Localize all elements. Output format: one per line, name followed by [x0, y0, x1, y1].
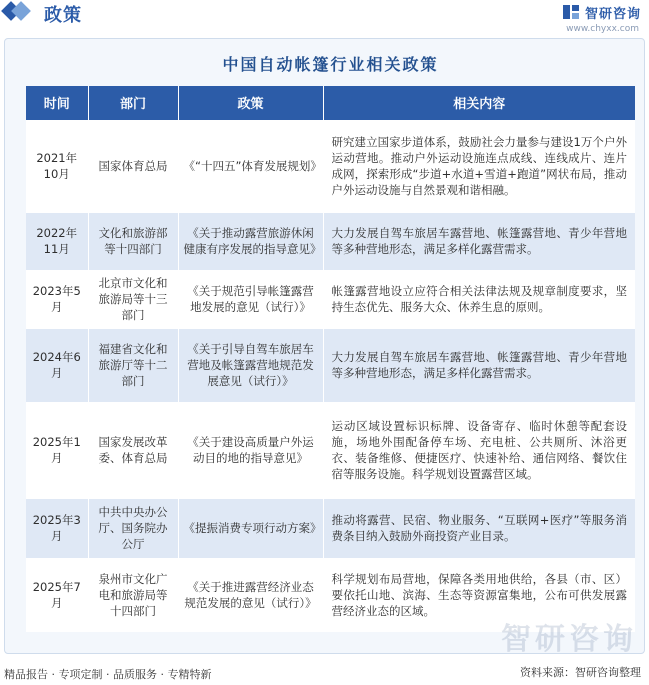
cell-content: 研究建立国家步道体系，鼓励社会力量参与建设1万个户外运动营地。推动户外运动设施连点成线、连线成片、连片成网，探索形成“步道+水道+雪道+跑道”网状布局，推动户外运动设施与自然景观和谐相融。: [323, 120, 635, 212]
table-row: [26, 270, 635, 328]
cell-dept: 北京市文化和旅游局等十三部门: [88, 270, 178, 328]
cell-content: 帐篷露营地设立应符合相关法律法规及规章制度要求，坚持生态优先、服务大众、休养生息的原则。: [323, 270, 635, 328]
table-row: [26, 498, 635, 558]
cell-policy: 《关于推进露营经济业态规范发展的意见（试行）》: [178, 558, 323, 632]
cell-content: 大力发展自驾车旅居车露营地、帐篷露营地、青少年营地等多种营地形态，满足多样化露营需求。: [323, 328, 635, 402]
table-header-row: [26, 86, 635, 120]
page-footer: [0, 662, 649, 685]
column-header-policy: 政策: [178, 86, 323, 120]
cell-content: 运动区域设置标识标牌、设备寄存、临时休憩等配套设施，场地外围配备停车场、充电桩、公共厕所、沐浴更衣、装备维修、便捷医疗、快速补给、通信网络、餐饮住宿等服务设施。科学规划设置露营区域。: [323, 402, 635, 498]
cell-time: 2025年3月: [26, 498, 88, 558]
cell-dept: 泉州市文化广电和旅游局等十四部门: [88, 558, 178, 632]
column-header-dept: 部门: [88, 86, 178, 120]
page-header: [0, 0, 649, 36]
cell-content: 推动将露营、民宿、物业服务、“互联网+医疗”等服务消费条目纳入鼓励外商投资产业目录。: [323, 498, 635, 558]
cell-policy: 《关于建设高质量户外运动目的地的指导意见》: [178, 402, 323, 498]
cell-time: 2025年1月: [26, 402, 88, 498]
cell-content: 大力发展自驾车旅居车露营地、帐篷露营地、青少年营地等多种营地形态，满足多样化露营需求。: [323, 212, 635, 270]
cell-time: 2021年10月: [26, 120, 88, 212]
data-source: 资料来源：智研咨询整理: [520, 666, 641, 679]
table-row: [26, 328, 635, 402]
policy-table: [26, 86, 635, 632]
column-header-content: 相关内容: [323, 86, 635, 120]
brand-url: www.chyxx.com: [566, 24, 639, 34]
cell-policy: 《“十四五”体育发展规划》: [178, 120, 323, 212]
cell-time: 2025年7月: [26, 558, 88, 632]
brand-name: 智研咨询: [584, 6, 641, 22]
cell-dept: 中共中央办公厅、国务院办公厅: [88, 498, 178, 558]
table-row: [26, 402, 635, 498]
column-header-time: 时间: [26, 86, 88, 120]
cell-dept: 文化和旅游部等十四部门: [88, 212, 178, 270]
table-row: [26, 212, 635, 270]
footer-links: 精品报告 · 专项定制 · 品质服务 · 专精特新: [4, 668, 212, 681]
cell-policy: 《关于规范引导帐篷露营地发展的意见（试行）》: [178, 270, 323, 328]
cell-time: 2023年5月: [26, 270, 88, 328]
table-title: 中国自动帐篷行业相关政策: [222, 54, 439, 74]
cell-time: 2024年6月: [26, 328, 88, 402]
cell-time: 2022年11月: [26, 212, 88, 270]
brand: [562, 2, 641, 22]
table-row: [26, 120, 635, 212]
cell-policy: 《关于推动露营旅游休闲健康有序发展的指导意见》: [178, 212, 323, 270]
cell-policy: 《关于引导自驾车旅居车营地及帐篷露营地规范发展意见（试行）》: [178, 328, 323, 402]
section-title: 政策: [44, 5, 82, 26]
watermark: 智研咨询: [501, 622, 637, 657]
cell-dept: 国家体育总局: [88, 120, 178, 212]
cell-content: 科学规划布局营地，保障各类用地供给，各县（市、区）要依托山地、滨海、生态等资源富集地，公布可供发展露营经济业态的区域。: [323, 558, 635, 632]
cell-policy: 《提振消费专项行动方案》: [178, 498, 323, 558]
cell-dept: 国家发展改革委、体育总局: [88, 402, 178, 498]
brand-logo-icon: [562, 3, 580, 21]
cell-dept: 福建省文化和旅游厅等十二部门: [88, 328, 178, 402]
